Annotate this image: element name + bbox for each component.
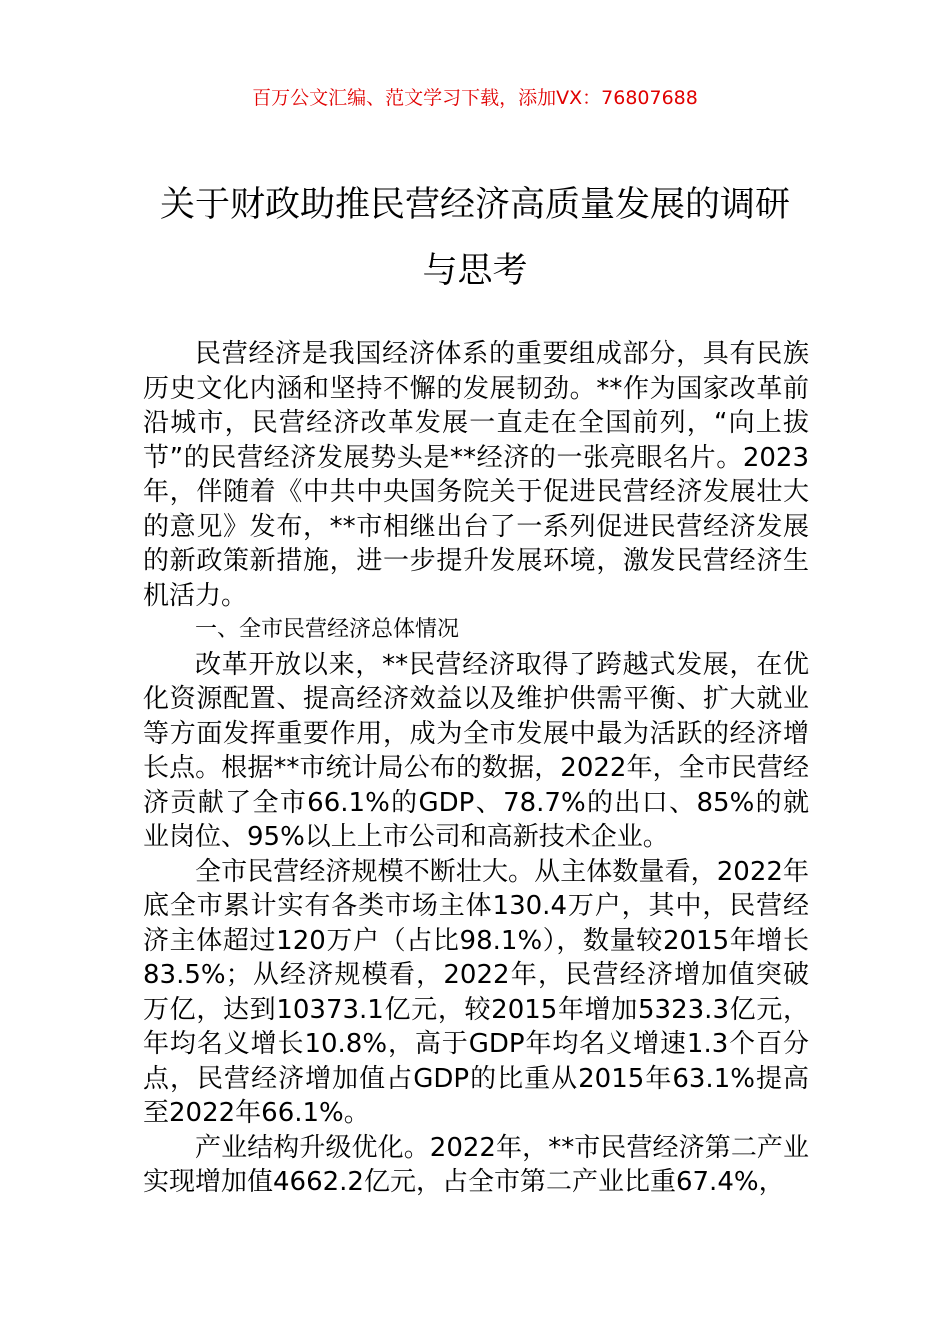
paragraph-intro: 民营经济是我国经济体系的重要组成部分，具有民族历史文化内涵和坚持不懈的发展韧劲。**作为国家改革前沿城市，民营经济改革发展一直走在全国前列，“向上拔节”的民营经济发展势头是**经济的一张亮眼名片。2023年，伴随着《中共中央国务院关于促进民营经济发展壮大的意见》发布，**市相继出台了一系列促进民营经济发展的新政策新措施，进一步提升发展环境，激发民营经济生机活力。	[143, 339, 809, 611]
document-title	[120, 172, 830, 304]
section-heading-1: 一、全市民营经济总体情况	[195, 617, 460, 642]
document-body	[143, 337, 809, 1200]
paragraph-scale: 全市民营经济规模不断壮大。从主体数量看，2022年底全市累计实有各类市场主体130.4万户，其中，民营经济主体超过120万户（占比98.1%），数量较2015年增长83.5%；从经济规模看，2022年，民营经济增加值突破万亿，达到10373.1亿元，较2015年增加5323.3亿元，年均名义增长10.8%，高于GDP年均名义增速1.3个百分点，民营经济增加值占GDP的比重从2015年63.1%提高至2022年66.1%。	[143, 856, 809, 1128]
title-line-2: 与思考	[422, 251, 528, 291]
header-note: 百万公文汇编、范文学习下载，添加VX：76807688	[252, 87, 698, 109]
paragraph-overview: 改革开放以来，**民营经济取得了跨越式发展，在优化资源配置、提高经济效益以及维护供需平衡、扩大就业等方面发挥重要作用，成为全市发展中最为活跃的经济增长点。根据**市统计局公布的数据，2022年，全市民营经济贡献了全市66.1%的GDP、78.7%的出口、85%的就业岗位、95%以上上市公司和高新技术企业。	[143, 649, 809, 852]
paragraph-structure: 产业结构升级优化。2022年，**市民营经济第二产业实现增加值4662.2亿元，占全市第二产业比重67.4%，	[143, 1132, 809, 1197]
title-line-1: 关于财政助推民营经济高质量发展的调研	[159, 185, 790, 225]
